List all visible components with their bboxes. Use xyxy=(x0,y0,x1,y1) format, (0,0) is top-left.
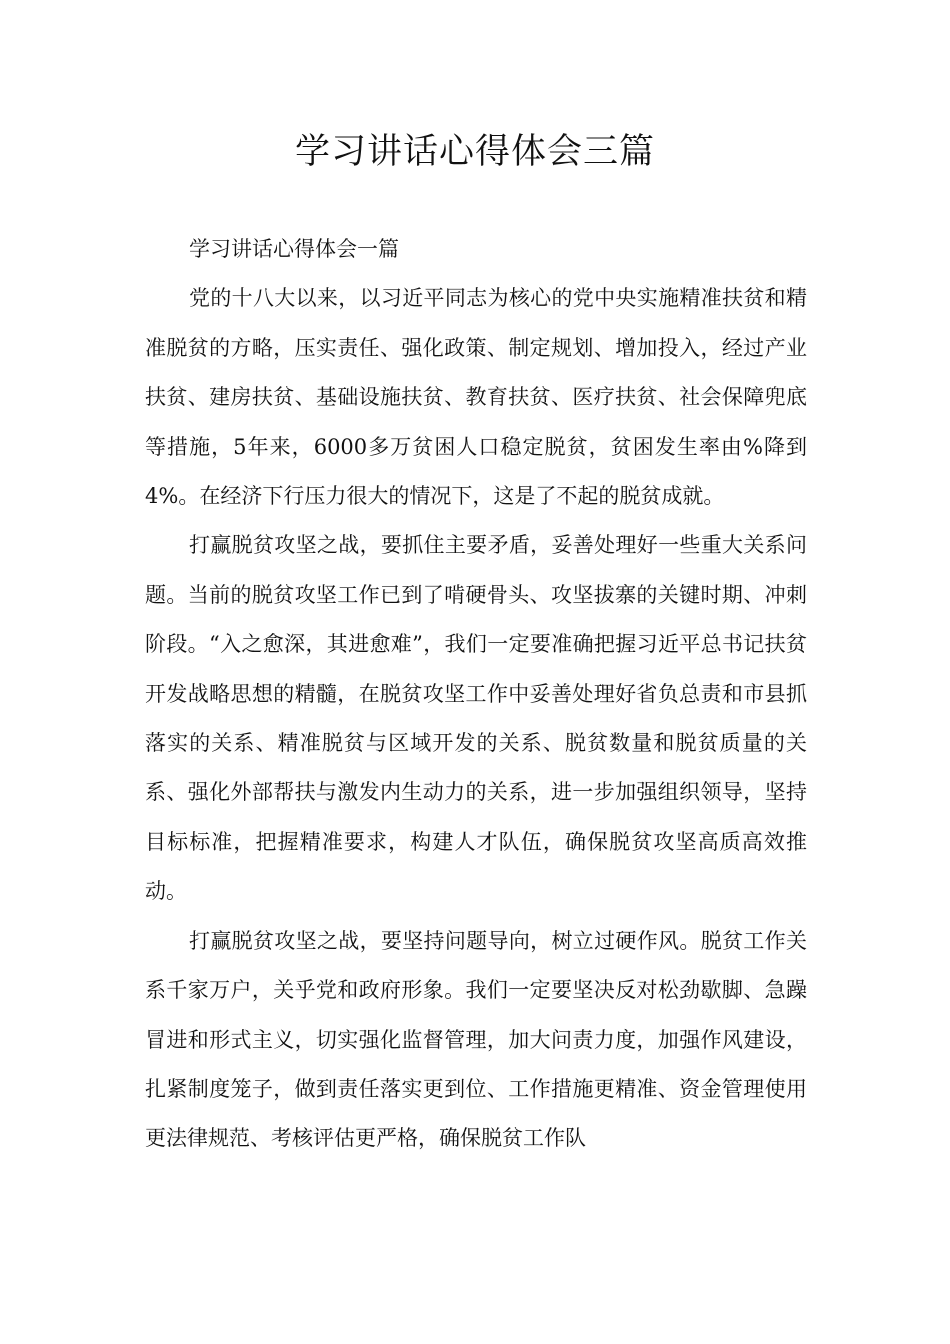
section-subtitle: 学习讲话心得体会一篇 xyxy=(189,237,399,261)
document-title: 学习讲话心得体会三篇 xyxy=(294,132,655,172)
document-body xyxy=(145,225,807,1164)
paragraph-2: 打赢脱贫攻坚之战，要抓住主要矛盾，妥善处理好一些重大关系问题。当前的脱贫攻坚工作已到了啃硬骨头、攻坚拔寨的关键时期、冲刺阶段。“入之愈深，其进愈难”，我们一定要准确把握习近平总书记扶贫开发战略思想的精髓，在脱贫攻坚工作中妥善处理好省负总责和市县抓落实的关系、精准脱贫与区域开发的关系、脱贫数量和脱贫质量的关系、强化外部帮扶与激发内生动力的关系，进一步加强组织领导，坚持目标标准，把握精准要求，构建人才队伍，确保脱贫攻坚高质高效推动。 xyxy=(145,533,807,904)
paragraph-3: 打赢脱贫攻坚之战，要坚持问题导向，树立过硬作风。脱贫工作关系千家万户，关乎党和政府形象。我们一定要坚决反对松劲歇脚、急躁冒进和形式主义，切实强化监督管理，加大问责力度，加强作风建设，扎紧制度笼子，做到责任落实更到位、工作措施更精准、资金管理使用更法律规范、考核评估更严格，确保脱贫工作队 xyxy=(145,928,807,1151)
paragraph-1: 党的十八大以来，以习近平同志为核心的党中央实施精准扶贫和精准脱贫的方略，压实责任、强化政策、制定规划、增加投入，经过产业扶贫、建房扶贫、基础设施扶贫、教育扶贫、医疗扶贫、社会保障兜底等措施，5年来，6000多万贫困人口稳定脱贫，贫困发生率由%降到4%。在经济下行压力很大的情况下，这是了不起的脱贫成就。 xyxy=(145,286,807,509)
